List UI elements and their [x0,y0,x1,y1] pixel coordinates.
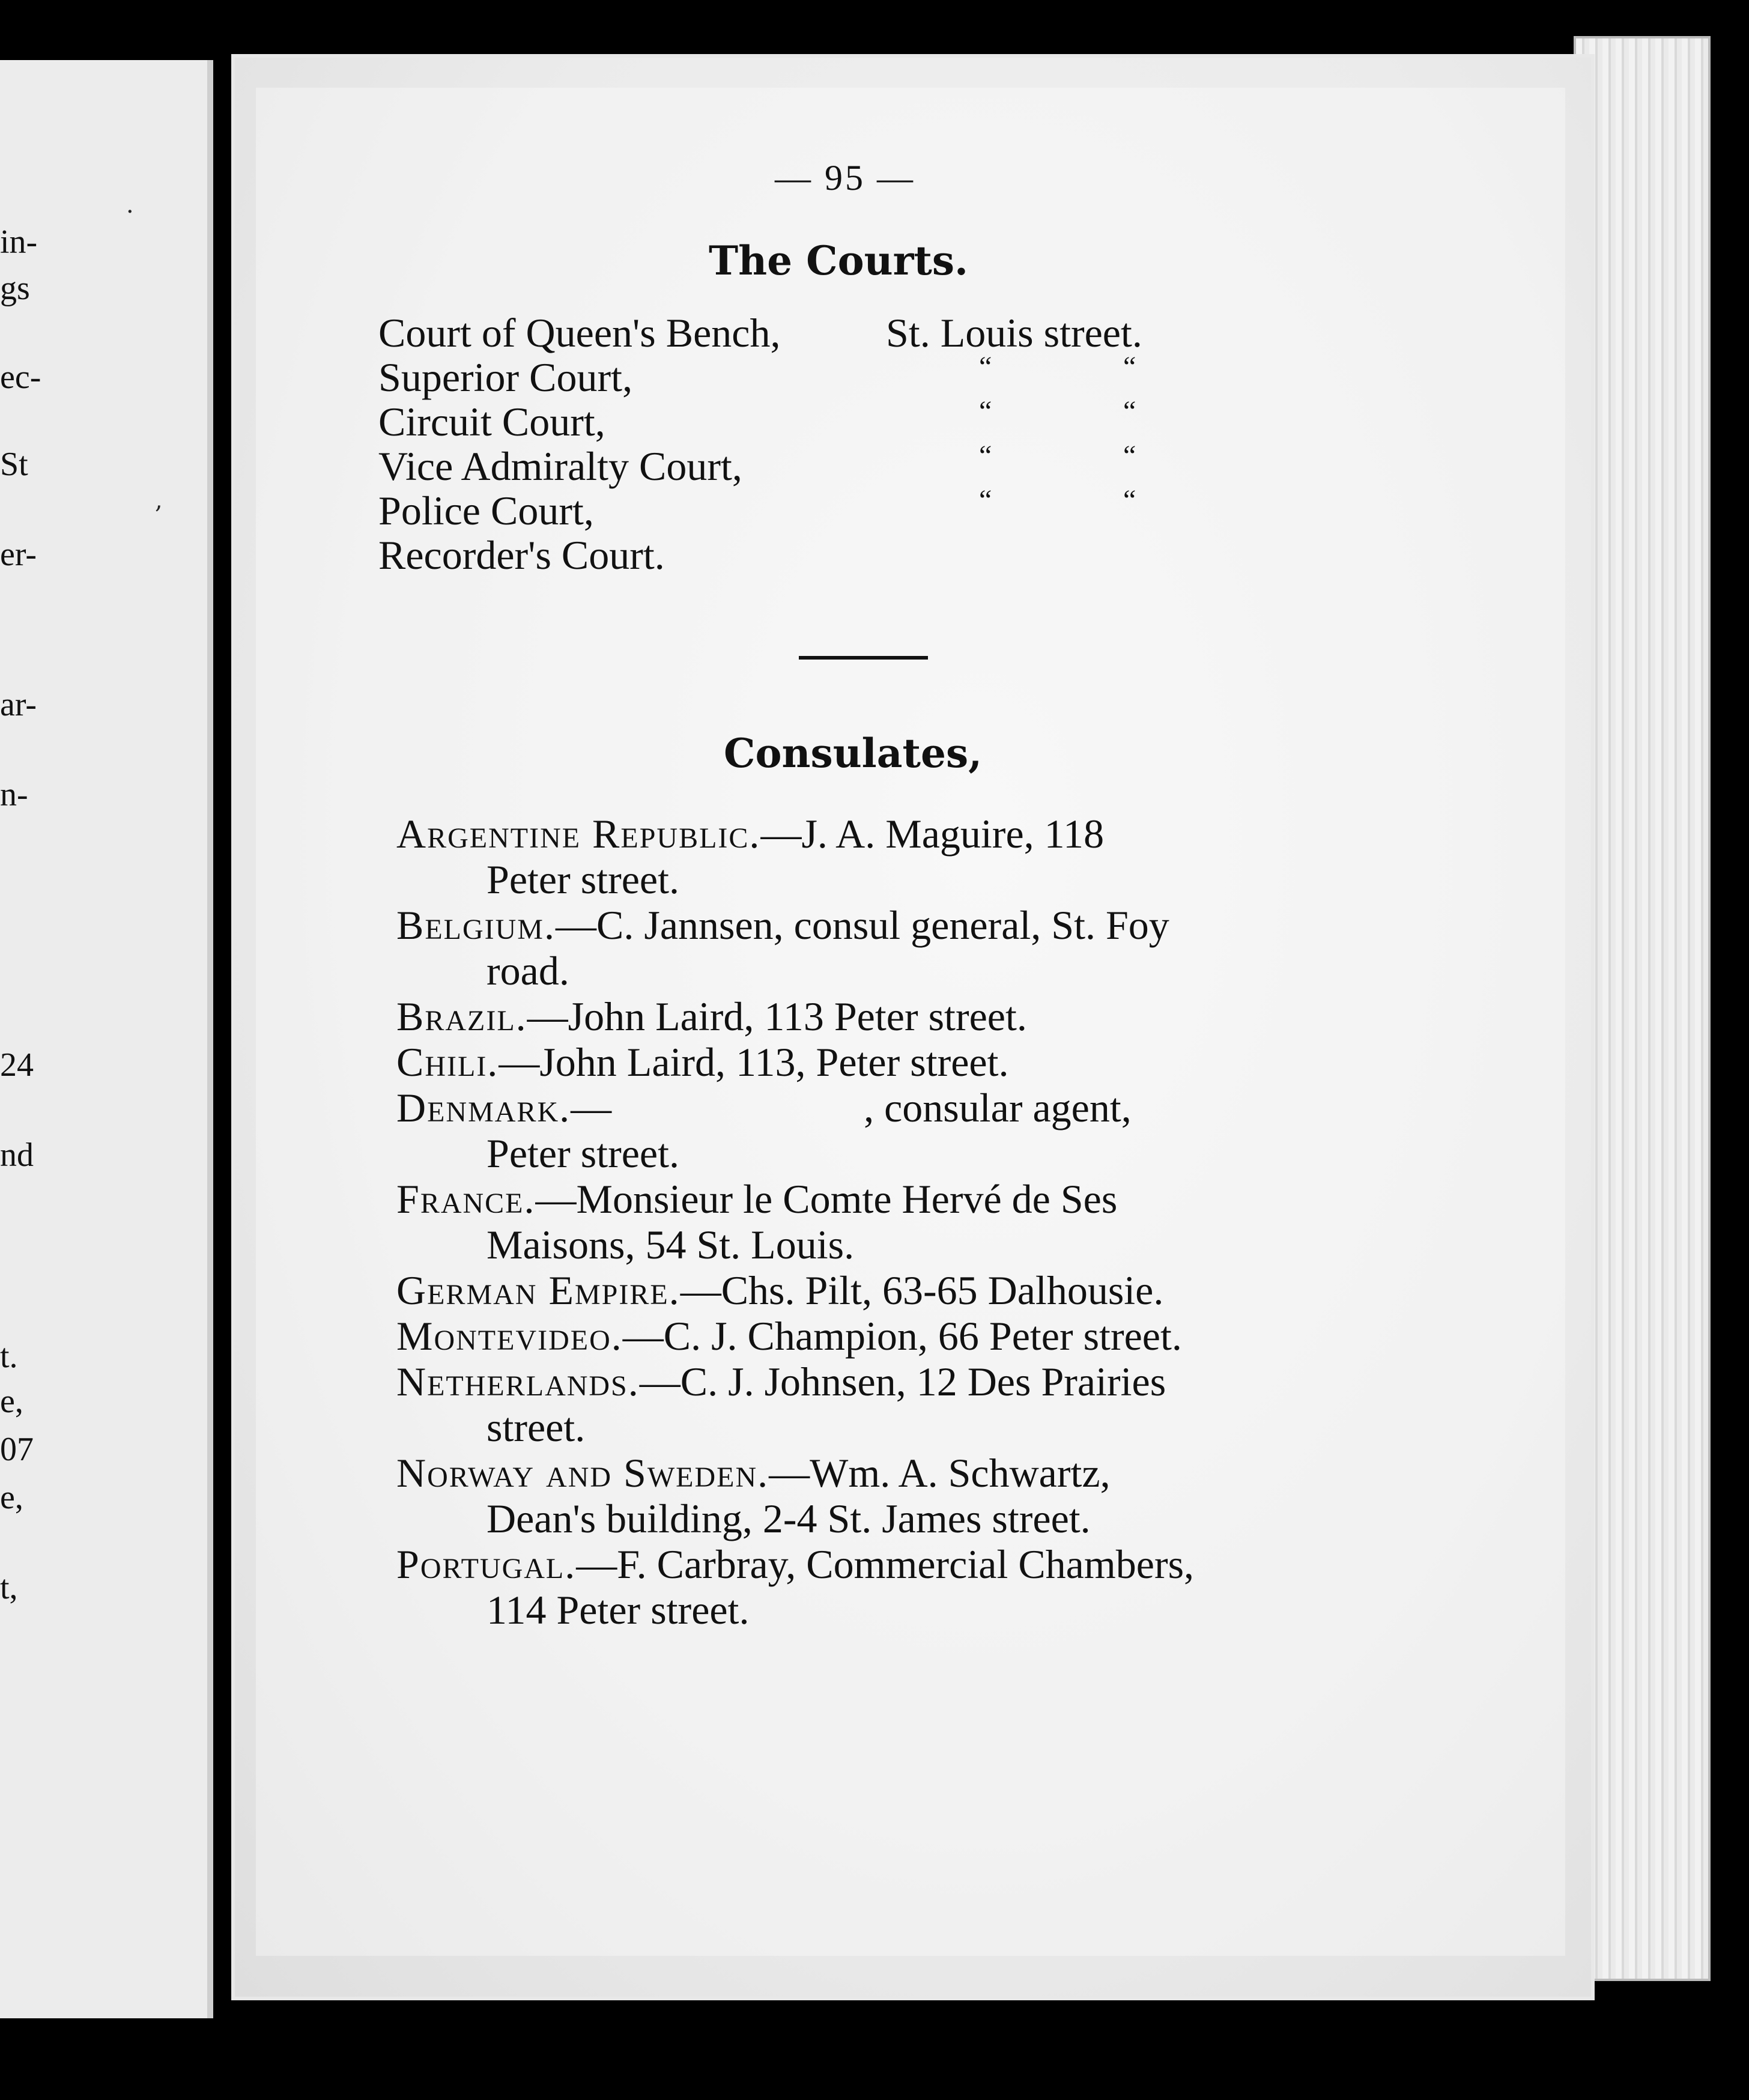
consulate-entry [396,811,1369,902]
consulate-entry [396,1541,1369,1633]
country-name: Montevideo. [396,1313,623,1359]
consul-details: —Monsieur le Comte Hervé de Ses [535,1176,1118,1222]
country-name: Portugal. [396,1541,577,1587]
ditto-mark: “ [1123,395,1136,427]
left-text-fragment: er- [0,536,37,573]
courts-heading: The Courts. [709,237,968,284]
left-text-fragment: gs [0,270,30,307]
consul-details: —John Laird, 113, Peter street. [499,1039,1009,1085]
left-facing-page [0,60,213,2018]
ditto-mark: “ [1123,440,1136,472]
country-name: Denmark. [396,1085,571,1130]
ditto-mark: “ [1123,484,1136,516]
ditto-mark: “ [979,351,992,383]
consul-details: —C. Jannsen, consul general, St. Foy [556,902,1169,948]
left-text-fragment: 24 [0,1046,34,1084]
left-text-fragment: St [0,446,28,483]
country-name: German Empire. [396,1267,681,1313]
court-name: Recorder's Court. [378,532,665,578]
country-name: Netherlands. [396,1359,640,1404]
court-item [378,484,1279,533]
court-name: Court of Queen's Bench, [378,310,781,356]
consul-details: —Chs. Pilt, 63-65 Dalhousie. [680,1267,1164,1313]
consulate-entry [396,1313,1369,1359]
left-text-fragment: t. [0,1338,18,1375]
consul-details-after: , consular agent, [864,1085,1132,1130]
ditto-mark: “ [979,440,992,472]
court-item [378,351,1279,400]
consulate-entry [396,1267,1369,1313]
consulate-entry [396,1176,1369,1267]
left-text-fragment: 07 [0,1431,34,1468]
consulate-entry [396,1359,1369,1450]
left-text-fragment: nd [0,1136,34,1174]
ditto-mark: “ [979,484,992,516]
consul-details: —C. J. Champion, 66 Peter street. [622,1313,1182,1359]
country-name: Chili. [396,1039,499,1085]
left-text-fragment: in- [0,223,38,261]
consul-details: — [571,1085,612,1130]
court-item [378,532,1279,576]
left-text-fragment: t, [0,1569,18,1606]
ditto-mark: “ [979,395,992,427]
court-name: Vice Admiralty Court, [378,443,742,489]
court-name: Circuit Court, [378,399,605,445]
consul-address-continued: road. [487,948,569,994]
consulates-list [396,811,1369,1633]
consulate-entry [396,1450,1369,1541]
consulate-entry [396,994,1369,1039]
consul-address-continued: street. [487,1404,586,1450]
consul-details: —Wm. A. Schwartz, [769,1450,1111,1496]
courts-list [378,309,1279,576]
left-text-fragment: ar- [0,686,37,723]
consulate-entry [396,1039,1369,1085]
left-text-fragment: e, [0,1479,23,1516]
court-item [378,309,1279,354]
section-divider [799,656,928,660]
consul-details: —J. A. Maguire, 118 [760,811,1105,857]
country-name: Argentine Republic. [396,811,761,857]
court-item [378,440,1279,489]
left-text-fragment: n- [0,776,28,813]
court-location: St. Louis street. [886,310,1142,356]
ditto-mark: “ [1123,351,1136,383]
ink-speck: · [126,198,134,226]
consul-address-continued: Peter street. [487,1130,679,1176]
left-text-fragment: e, [0,1383,23,1420]
consul-details: —C. J. Johnsen, 12 Des Prairies [639,1359,1166,1404]
court-name: Superior Court, [378,354,633,400]
page-number: — 95 — [775,158,915,198]
court-item [378,395,1279,445]
consul-address-continued: Dean's building, 2-4 St. James street. [487,1496,1091,1541]
consul-details: —F. Carbray, Commercial Chambers, [576,1541,1195,1587]
consul-details: —John Laird, 113 Peter street. [527,994,1027,1039]
consul-address-continued: 114 Peter street. [487,1587,750,1633]
country-name: France. [396,1176,536,1222]
country-name: Brazil. [396,994,527,1039]
consul-address-continued: Maisons, 54 St. Louis. [487,1222,855,1267]
country-name: Belgium. [396,902,556,948]
ink-speck: , [155,487,163,514]
consulate-entry [396,1085,1369,1176]
left-text-fragment: ec- [0,359,41,396]
consul-address-continued: Peter street. [487,857,679,902]
consulates-heading: Consulates, [724,730,983,777]
consulate-entry [396,902,1369,994]
court-name: Police Court, [378,488,594,533]
country-name: Norway and Sweden. [396,1450,769,1496]
